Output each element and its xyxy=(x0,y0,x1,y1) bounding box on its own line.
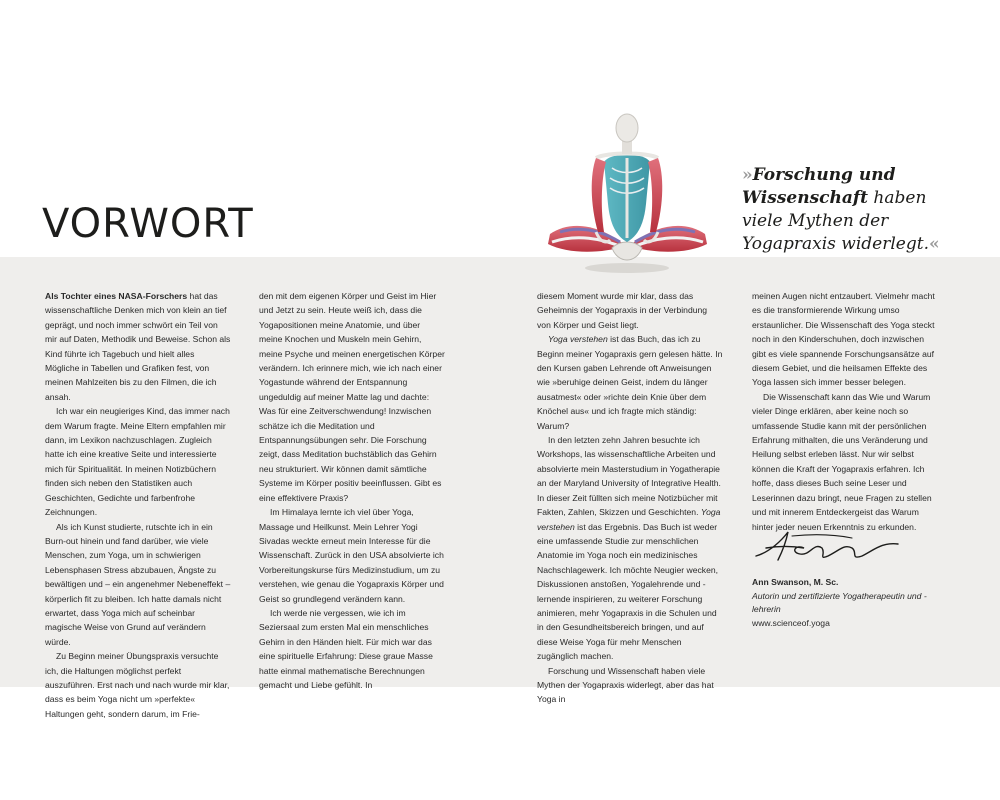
paragraph: Zu Beginn meiner Übungspraxis versuchte ich, die Haltungen möglichst perfekt auszuführen. Erst nach und nach wurde mir klar, dass es beim Yoga nicht um »perfekte« Haltungen geht, sondern darum, im Frie- xyxy=(45,651,230,719)
paragraph: meinen Augen nicht entzaubert. Vielmehr macht es die transformierende Wirkung umso erstaunlicher. Die Wissenschaft des Yoga steckt noch in den Kinderschuhen, doch inzwischen gibt es viele spannende Forschungsansätze auf diesem Gebiet, und die heilsamen Effekte des Yoga lassen sich immer besser belegen. xyxy=(752,291,935,388)
yoga-pose-figure-icon xyxy=(540,108,715,278)
paragraph xyxy=(537,433,723,664)
signature-icon xyxy=(752,526,902,566)
book-title: Yoga verstehen xyxy=(548,334,608,345)
paragraph-text: In den letzten zehn Jahren besuchte ich Workshops, las wissenschaftliche Arbeiten und absolvierte mein Masterstudium in Yogatherapie an der Maryland University of Integrative Health. In dieser Zeit füllten sich meine Notizbücher mit Fakten, Zahlen, Skizzen und Geschichten. xyxy=(537,435,721,518)
quote-bold-text: Forschung und Wissenschaft xyxy=(742,165,896,208)
paragraph: den mit dem eigenen Körper und Geist im Hier und Jetzt zu sein. Heute weiß ich, dass die Yogapositionen meine Anatomie, und über meine Knochen und Muskeln mein Gehirn, meine Psyche und meinen energetischen Körper verändern. Ich erinnere mich, wie ich nach einer Yogastunde während der Entspannung ungeduldig auf meiner Matte lag und dachte: Was für eine Zeitverschwendung! Inzwischen schätze ich die Meditation und Entspannungsübungen sehr. Die Forschung zeigt, dass Meditation buchstäblich das Gehirn neu strukturiert. Wir können damit sämtliche Systeme im Körper positiv beeinflussen. Gibt es eine effektivere Praxis? xyxy=(259,291,445,503)
paragraph-text: ist das Ergebnis. Das Buch ist weder eine umfassende Studie zur menschlichen Anatomie im Yoga noch ein medizinisches Nachschlagewerk. Ich möchte Neugier wecken, Diskussionen anstoßen, Yogalehrende und -lernende inspirieren, zu weiterer Forschung animieren, mehr Yogapraxis in die Schulen und in den Gesundheitsbereich bringen, und auf diese Weise Yoga für mehr Menschen zugänglich machen. xyxy=(537,521,719,662)
author-name: Ann Swanson, M. Sc. xyxy=(752,577,839,587)
paragraph: Ich war ein neugieriges Kind, das immer nach dem Warum fragte. Meine Eltern empfahlen mir dann, im Lexikon nachzuschlagen. Zugleich hatte ich eine kreative Seite und interessierte mich für Spiritualität. In meinen Notizbüchern finden sich neben den Statistiken auch Geschichten, Gedichte und farbenfrohe Zeichnungen. xyxy=(45,406,230,518)
book-title: Yoga verstehen xyxy=(537,507,721,532)
paragraph: diesem Moment wurde mir klar, dass das Geheimnis der Yogapraxis in der Verbindung von Körper und Geist liegt. xyxy=(537,291,708,330)
text-column-4 xyxy=(752,289,938,534)
paragraph-text: hat das wissenschaftliche Denken mich von klein an tief geprägt, und noch immer schwört ein Teil von mir auf Daten, Methodik und Beweise. Schon als Kind führte ich Tagebuch und hielt alles Mögliche in Tabellen und Grafiken fest, von meinen Mahlzeiten bis zu den Filmen, die ich ansah. xyxy=(45,291,231,402)
author-website: www.scienceof.yoga xyxy=(752,617,830,628)
author-role: Autorin und zertifizierte Yogatherapeutin und -lehrerin xyxy=(752,590,927,614)
paragraph xyxy=(537,332,723,433)
paragraph: Die Wissenschaft kann das Wie und Warum vieler Dinge erklären, aber keine noch so umfassende Studie kann mit der persönlichen Erfahrung mithalten, die uns Veränderung und Heilung selbst erleben lässt. Nur wir selbst können die Kraft der Yogapraxis erfahren. Ich hoffe, dass dieses Buch seine Leser und Leserinnen dazu bringt, neue Fragen zu stellen und mit innerem Entdeckergeist das Warum hinter jeder neuen Erkenntnis zu erkunden. xyxy=(752,391,932,532)
text-column-1 xyxy=(45,289,231,721)
lead-in-bold: Als Tochter eines NASA-Forschers xyxy=(45,291,188,301)
quote-text: haben viele Mythen der Yogapraxis widerlegt. xyxy=(742,188,929,254)
paragraph: Als ich Kunst studierte, rutschte ich in ein Burn-out hinein und fand darüber, wie viele Menschen, zum Yoga, um in schwierigen Lebensphasen Stress abzubauen, Ängste zu bewältigen und – ein angenehmer Nebeneffekt – körperlich fit zu bleiben. Ich hatte damals nicht erwartet, dass Yoga mich auf scheinbar magische Weise von Grund auf verändern würde. xyxy=(45,521,231,647)
page-title: VORWORT xyxy=(42,201,254,247)
paragraph-text: ist das Buch, das ich zu Beginn meiner Yogapraxis gern gelesen hätte. In den Kursen gaben Lehrende oft Anweisungen wie »beruhige deinen Geist, indem du länger ausatmest« oder »richte dein Knie über dem Knöchel aus« und ich fragte mich ständig: Warum? xyxy=(537,334,723,431)
author-block xyxy=(752,576,952,630)
paragraph: Forschung und Wissenschaft haben viele Mythen der Yogapraxis widerlegt, aber das hat Yoga in xyxy=(537,665,714,705)
text-column-2 xyxy=(259,289,445,692)
paragraph xyxy=(45,289,231,404)
pull-quote xyxy=(742,164,972,256)
paragraph: Im Himalaya lernte ich viel über Yoga, Massage und Heilkunst. Mein Lehrer Yogi Sivadas weckte erneut mein Interesse für die Wissenschaft. Zurück in den USA absolvierte ich Vorbereitungskurse fürs Medizinstudium, um zu verstehen, wie genau die Yogapraxis Körper und Geist so grundlegend verändern kann. xyxy=(259,507,444,604)
quote-close-mark: « xyxy=(928,234,940,254)
paragraph: Ich werde nie vergessen, wie ich im Seziersaal zum ersten Mal ein menschliches Gehirn in den Händen hielt. Für mich war das eine spirituelle Erfahrung: Diese graue Masse hatte einmal mathematische Berechnungen gemacht und Liebe gefühlt. In xyxy=(259,607,433,690)
text-column-3 xyxy=(537,289,723,707)
quote-open-mark: » xyxy=(742,165,753,185)
